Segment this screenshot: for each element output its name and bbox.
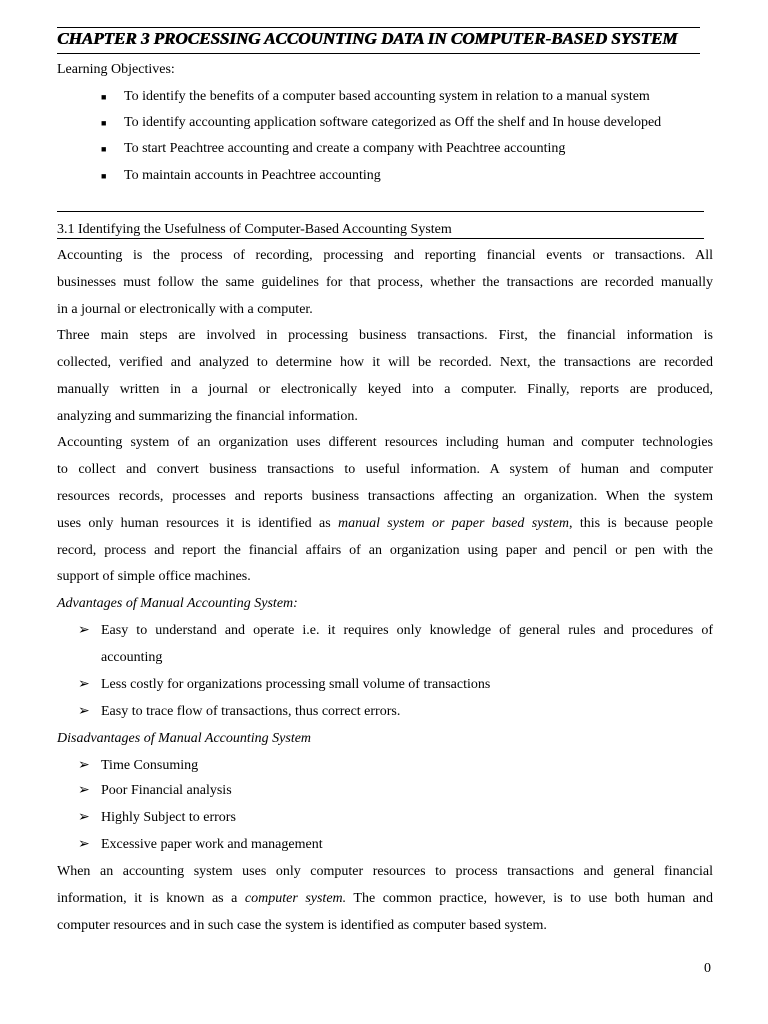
advantage-item-continuation: accounting <box>101 650 163 665</box>
section-top-rule <box>57 211 704 212</box>
objectives-label: Learning Objectives: <box>57 62 175 77</box>
square-bullet-icon: ■ <box>101 118 107 128</box>
page-number: 0 <box>704 961 711 976</box>
objective-item: To identify accounting application software categorized as Off the shelf and In house developed <box>124 115 662 130</box>
advantage-item: Easy to trace flow of transactions, thus correct errors. <box>101 704 401 719</box>
advantages-heading: Advantages of Manual Accounting System: <box>57 596 298 611</box>
arrow-bullet-icon: ➢ <box>78 837 90 852</box>
advantage-item: Easy to understand and operate i.e. it requires only knowledge of general rules and procedures of <box>101 623 713 638</box>
text-run: information, it is known as a <box>57 891 245 906</box>
disadvantage-item: Excessive paper work and management <box>101 837 323 852</box>
header-top-rule <box>57 27 700 28</box>
arrow-bullet-icon: ➢ <box>78 677 90 692</box>
paragraph-line: to collect and convert business transactions to useful information. A system of human and computer <box>57 462 713 477</box>
section-heading-underline <box>57 238 704 239</box>
disadvantages-heading: Disadvantages of Manual Accounting System <box>57 731 312 746</box>
paragraph-line: collected, verified and analyzed to determine how it will be recorded. Next, the transactions are recorded <box>57 355 713 370</box>
square-bullet-icon: ■ <box>101 144 107 154</box>
paragraph-line: resources records, processes and reports business transactions affecting an organization. When the system <box>57 489 713 504</box>
objective-item: To start Peachtree accounting and create a company with Peachtree accounting <box>124 141 566 156</box>
section-heading: 3.1 Identifying the Usefulness of Computer-Based Accounting System <box>57 222 452 237</box>
arrow-bullet-icon: ➢ <box>78 758 90 773</box>
arrow-bullet-icon: ➢ <box>78 783 90 798</box>
disadvantage-item: Poor Financial analysis <box>101 783 232 798</box>
disadvantage-item: Highly Subject to errors <box>101 810 236 825</box>
square-bullet-icon: ■ <box>101 92 107 102</box>
arrow-bullet-icon: ➢ <box>78 623 90 638</box>
objective-item: To maintain accounts in Peachtree accounting <box>124 168 381 183</box>
paragraph-line: computer resources and in such case the system is identified as computer based system. <box>57 918 547 933</box>
square-bullet-icon: ■ <box>101 171 107 181</box>
chapter-title: CHAPTER 3 PROCESSING ACCOUNTING DATA IN COMPUTER-BASED SYSTEM <box>57 29 678 48</box>
paragraph-line-mixed <box>57 890 713 908</box>
paragraph-line: Accounting system of an organization uses different resources including human and computer technologies <box>57 435 713 450</box>
objective-item: To identify the benefits of a computer based accounting system in relation to a manual system <box>124 89 650 104</box>
advantage-item: Less costly for organizations processing small volume of transactions <box>101 677 491 692</box>
text-run: , this is because people <box>569 516 714 531</box>
paragraph-line-mixed <box>57 515 713 533</box>
paragraph-line: analyzing and summarizing the financial information. <box>57 409 358 424</box>
arrow-bullet-icon: ➢ <box>78 810 90 825</box>
paragraph-line: manually written in a journal or electronically keyed into a computer. Finally, reports are produced, <box>57 382 713 397</box>
italic-term: manual system or paper based system <box>337 516 570 531</box>
paragraph-line: support of simple office machines. <box>57 569 251 584</box>
text-run: The common practice, however, is to use both human and <box>346 891 714 906</box>
arrow-bullet-icon: ➢ <box>78 704 90 719</box>
text-run: uses only human resources it is identified as <box>57 516 338 531</box>
italic-term: computer system. <box>244 891 347 906</box>
paragraph-line: businesses must follow the same guidelines for that process, whether the transactions are recorded manually <box>57 275 713 290</box>
disadvantage-item: Time Consuming <box>101 758 199 773</box>
paragraph-line: Three main steps are involved in processing business transactions. First, the financial information is <box>57 328 713 343</box>
header-bottom-rule <box>57 53 700 54</box>
paragraph-line: in a journal or electronically with a computer. <box>57 302 313 317</box>
paragraph-line: Accounting is the process of recording, processing and reporting financial events or transactions. All <box>57 248 713 263</box>
paragraph-line: record, process and report the financial affairs of an organization using paper and pencil or pen with the <box>57 543 713 558</box>
paragraph-line: When an accounting system uses only computer resources to process transactions and general financial <box>57 864 713 879</box>
